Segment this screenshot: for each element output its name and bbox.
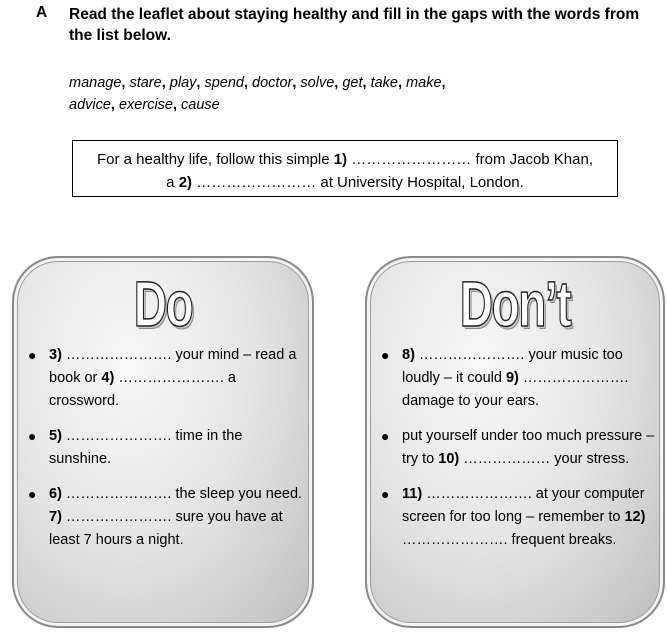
item-text: …………………. time in the sunshine. [49, 428, 243, 467]
gap-number: 5) [49, 428, 62, 444]
word-list-word: stare [129, 75, 162, 91]
dont-panel [365, 256, 665, 628]
word-separator: , [397, 75, 407, 91]
intro-text: a [166, 174, 179, 191]
gap-number: 3) [49, 347, 62, 363]
word-list [69, 72, 446, 116]
item-text: …………………. at your computer screen for too long – remember to [402, 486, 645, 525]
word-list-word: solve [300, 75, 335, 91]
exercise-letter: A [36, 4, 48, 21]
list-item [379, 425, 655, 471]
item-text: …………………. a crossword. [49, 370, 236, 409]
list-item [26, 344, 304, 413]
dont-heading: Don’t [459, 268, 571, 340]
gap-number: 1) [333, 151, 348, 168]
gap-number: 8) [402, 347, 415, 363]
word-list-word: take [370, 75, 398, 91]
item-text: …………………. frequent breaks. [402, 532, 617, 548]
gap-dots: …………………… [192, 174, 321, 191]
word-separator: , [121, 75, 130, 91]
item-text: …………………. the sleep you need. [61, 486, 303, 502]
list-item [379, 344, 655, 413]
intro-text: For a healthy life, follow this simple [96, 151, 334, 168]
bullet-icon: ● [28, 428, 37, 444]
word-separator: , [196, 75, 205, 91]
gap-number: 6) [49, 486, 62, 502]
gap-number: 4) [101, 370, 115, 386]
intro-text: from Jacob Khan, [475, 151, 593, 168]
item-text: …………………. your music too loudly – it could [402, 347, 623, 386]
bullet-icon: ● [28, 347, 37, 363]
word-separator: , [362, 75, 371, 91]
intro-line-2 [73, 171, 617, 194]
do-list [26, 344, 304, 564]
gap-number: 12) [624, 509, 646, 525]
bullet-icon: ● [381, 486, 390, 502]
word-list-word: spend [204, 75, 244, 91]
do-panel [12, 256, 314, 628]
word-list-word: make [406, 75, 442, 91]
word-list-word: manage [69, 75, 122, 91]
gap-number: 10) [438, 451, 460, 467]
intro-line-1 [73, 148, 617, 171]
bullet-icon: ● [381, 428, 390, 444]
bullet-icon: ● [28, 486, 37, 502]
word-list-line-1 [69, 72, 446, 94]
gap-number: 7) [49, 509, 62, 525]
list-item [379, 483, 655, 552]
word-separator: , [441, 75, 446, 91]
intro-box [72, 140, 618, 197]
word-list-word: advice [69, 97, 111, 113]
item-text: …………………. damage to your ears. [402, 370, 629, 409]
word-list-word: cause [181, 97, 220, 113]
word-list-word: play [169, 75, 197, 91]
do-heading: Do [133, 268, 193, 340]
gap-number: 2) [178, 174, 193, 191]
intro-text: at University Hospital, London. [320, 174, 524, 191]
list-item [26, 483, 304, 552]
item-text: …………………. your mind – read a book or [49, 347, 297, 386]
list-item [26, 425, 304, 471]
item-text: put yourself under too much pressure – try to [402, 428, 655, 467]
gap-number: 11) [402, 486, 423, 502]
word-list-word: exercise [118, 97, 173, 113]
word-separator: , [161, 75, 170, 91]
word-list-line-2 [69, 94, 446, 116]
word-separator: , [334, 75, 343, 91]
gap-number: 9) [505, 370, 519, 386]
item-text: ……………… your stress. [459, 451, 630, 467]
dont-list [379, 344, 655, 564]
word-list-word: get [342, 75, 363, 91]
word-separator: , [172, 97, 182, 113]
word-separator: , [243, 75, 253, 91]
word-separator: , [110, 97, 119, 113]
gap-dots: …………………… [347, 151, 476, 168]
item-text: …………………. sure you have at least 7 hours a night. [49, 509, 283, 548]
exercise-instruction: Read the leaflet about staying healthy and fill in the gaps with the words from the list below. [69, 6, 640, 44]
bullet-icon: ● [381, 347, 390, 363]
word-separator: , [292, 75, 301, 91]
word-list-word: doctor [252, 75, 293, 91]
